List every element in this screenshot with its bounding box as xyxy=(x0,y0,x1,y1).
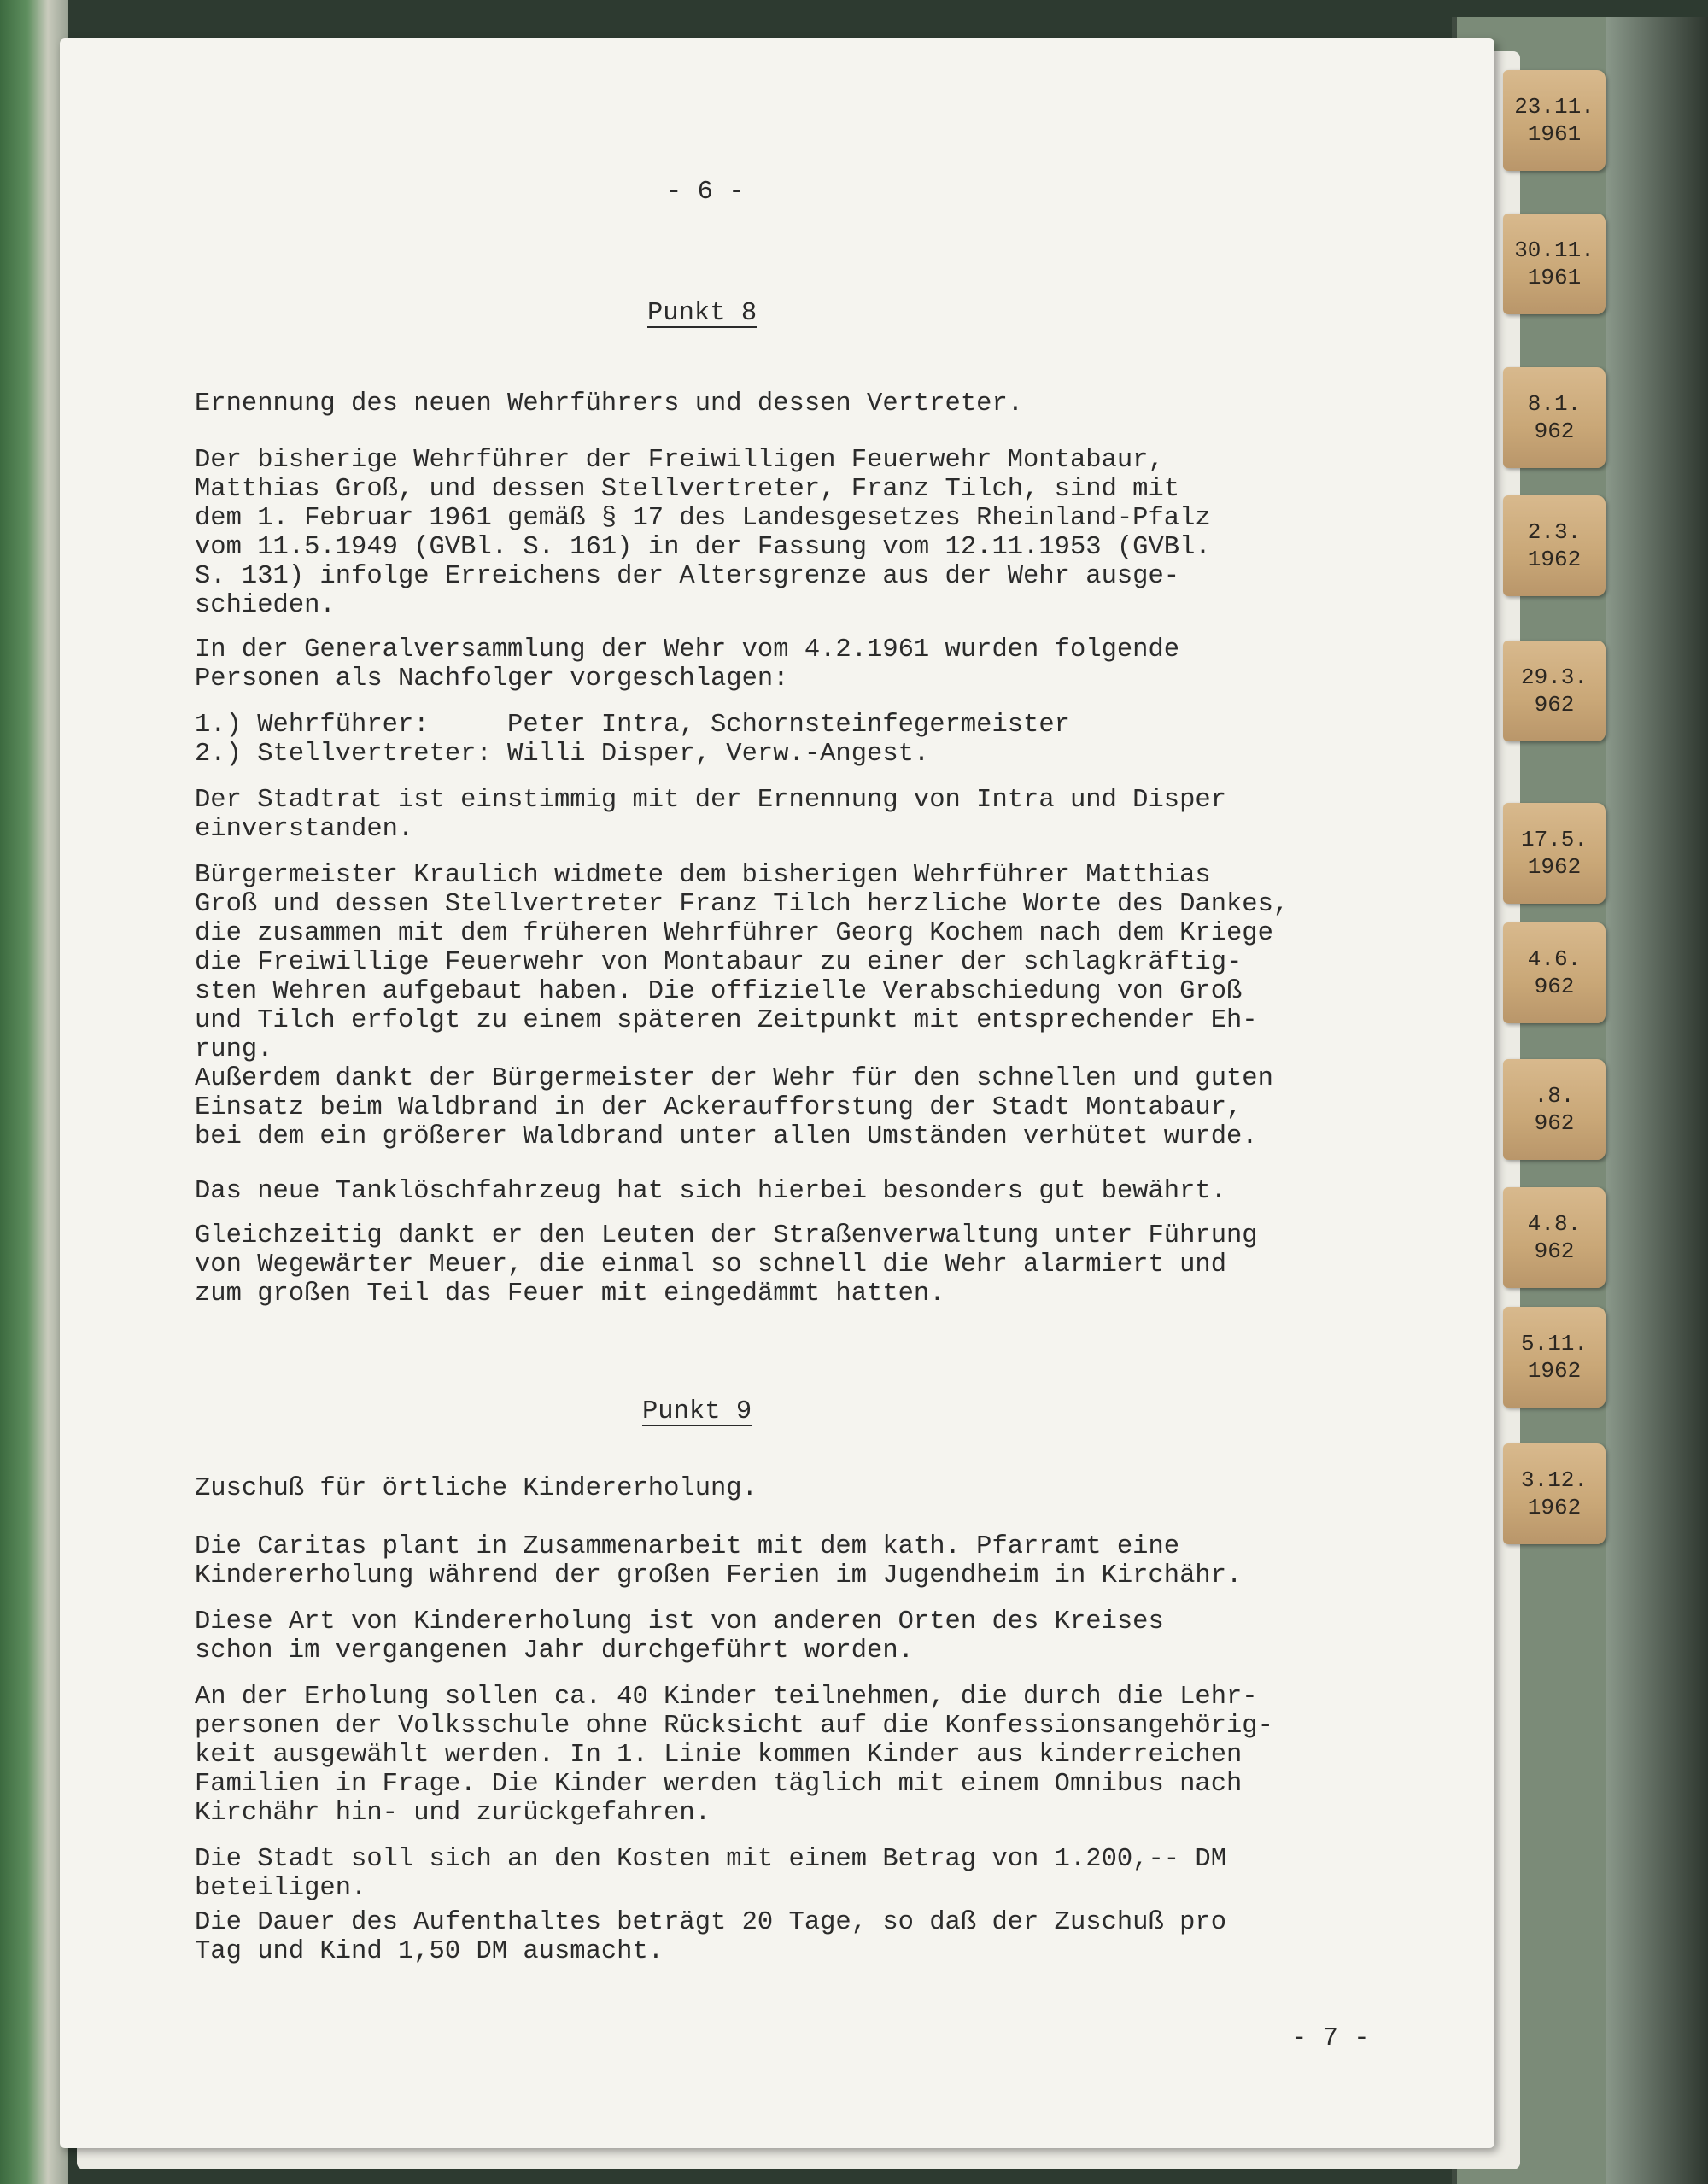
text-line: zum großen Teil das Feuer mit eingedämmt hatten. xyxy=(195,1279,945,1309)
binder-spine xyxy=(0,0,68,2184)
index-tab[interactable]: .8. 962 xyxy=(1503,1059,1606,1160)
text-line: Der Stadtrat ist einstimmig mit der Ernennung von Intra und Disper xyxy=(195,786,1226,815)
text-line: Die Stadt soll sich an den Kosten mit einem Betrag von 1.200,-- DM xyxy=(195,1845,1226,1874)
text-line: Matthias Groß, und dessen Stellvertreter, Franz Tilch, sind mit xyxy=(195,475,1180,504)
text-line: sten Wehren aufgebaut haben. Die offizielle Verabschiedung von Groß xyxy=(195,977,1243,1006)
section-heading: Punkt 9 xyxy=(642,1397,752,1426)
text-line: einverstanden. xyxy=(195,815,414,844)
section-title: Zuschuß für örtliche Kindererholung. xyxy=(195,1474,757,1503)
index-tab[interactable]: 2.3. 1962 xyxy=(1503,495,1606,596)
text-line: Der bisherige Wehrführer der Freiwilligen Feuerwehr Montabaur, xyxy=(195,446,1164,475)
text-line: Familien in Frage. Die Kinder werden täglich mit einem Omnibus nach xyxy=(195,1770,1243,1799)
text-line: rung. xyxy=(195,1035,273,1064)
text-line: von Wegewärter Meuer, die einmal so schnell die Wehr alarmiert und xyxy=(195,1250,1226,1279)
text-line: Kindererholung während der großen Ferien im Jugendheim in Kirchähr. xyxy=(195,1561,1243,1590)
text-line: dem 1. Februar 1961 gemäß § 17 des Landesgesetzes Rheinland-Pfalz xyxy=(195,504,1211,533)
binder-cover-edge xyxy=(1606,17,1708,2184)
text-line: die zusammen mit dem früheren Wehrführer Georg Kochem nach dem Kriege xyxy=(195,919,1273,948)
text-line: Gleichzeitig dankt er den Leuten der Straßenverwaltung unter Führung xyxy=(195,1221,1258,1250)
text-line: vom 11.5.1949 (GVBl. S. 161) in der Fassung vom 12.11.1953 (GVBl. xyxy=(195,533,1211,562)
text-line: Einsatz beim Waldbrand in der Ackeraufforstung der Stadt Montabaur, xyxy=(195,1093,1243,1122)
text-line: die Freiwillige Feuerwehr von Montabaur zu einer der schlagkräftig- xyxy=(195,948,1243,977)
text-line: Personen als Nachfolger vorgeschlagen: xyxy=(195,665,789,694)
text-line: 2.) Stellvertreter: Willi Disper, Verw.-Angest. xyxy=(195,740,930,769)
text-line: Bürgermeister Kraulich widmete dem bisherigen Wehrführer Matthias xyxy=(195,861,1211,890)
text-line: S. 131) infolge Erreichens der Altersgrenze aus der Wehr ausge- xyxy=(195,562,1180,591)
index-tab[interactable]: 17.5. 1962 xyxy=(1503,803,1606,904)
text-line: personen der Volksschule ohne Rücksicht auf die Konfessionsangehörig- xyxy=(195,1712,1273,1741)
text-line: beteiligen. xyxy=(195,1874,367,1903)
index-tab[interactable]: 23.11. 1961 xyxy=(1503,70,1606,171)
text-line: keit ausgewählt werden. In 1. Linie kommen Kinder aus kinderreichen xyxy=(195,1741,1243,1770)
index-tab[interactable]: 5.11. 1962 xyxy=(1503,1307,1606,1408)
text-line: Die Caritas plant in Zusammenarbeit mit dem kath. Pfarramt eine xyxy=(195,1532,1180,1561)
text-line: und Tilch erfolgt zu einem späteren Zeitpunkt mit entsprechender Eh- xyxy=(195,1006,1258,1035)
page-number: - 6 - xyxy=(666,178,745,207)
text-line: Diese Art von Kindererholung ist von anderen Orten des Kreises xyxy=(195,1607,1164,1637)
text-line: bei dem ein größerer Waldbrand unter allen Umständen verhütet wurde. xyxy=(195,1122,1258,1151)
index-tab[interactable]: 3.12. 1962 xyxy=(1503,1443,1606,1544)
text-line: Groß und dessen Stellvertreter Franz Tilch herzliche Worte des Dankes, xyxy=(195,890,1290,919)
text-line: Das neue Tanklöschfahrzeug hat sich hierbei besonders gut bewährt. xyxy=(195,1177,1226,1206)
text-line: Außerdem dankt der Bürgermeister der Wehr für den schnellen und guten xyxy=(195,1064,1273,1093)
text-line: Die Dauer des Aufenthaltes beträgt 20 Tage, so daß der Zuschuß pro xyxy=(195,1908,1226,1937)
next-page-number: - 7 - xyxy=(1291,2024,1370,2053)
index-tab[interactable]: 8.1. 962 xyxy=(1503,367,1606,468)
index-tab[interactable]: 4.6. 962 xyxy=(1503,922,1606,1023)
text-line: schon im vergangenen Jahr durchgeführt worden. xyxy=(195,1637,914,1666)
text-line: schieden. xyxy=(195,591,336,620)
index-tab[interactable]: 4.8. 962 xyxy=(1503,1187,1606,1288)
text-line: Kirchähr hin- und zurückgefahren. xyxy=(195,1799,711,1828)
section-title: Ernennung des neuen Wehrführers und dessen Vertreter. xyxy=(195,389,1024,419)
text-line: 1.) Wehrführer: Peter Intra, Schornsteinfegermeister xyxy=(195,711,1070,740)
index-tab[interactable]: 30.11. 1961 xyxy=(1503,214,1606,314)
section-heading: Punkt 8 xyxy=(647,299,757,328)
text-line: Tag und Kind 1,50 DM ausmacht. xyxy=(195,1937,664,1966)
text-line: An der Erholung sollen ca. 40 Kinder teilnehmen, die durch die Lehr- xyxy=(195,1683,1258,1712)
text-line: In der Generalversammlung der Wehr vom 4.2.1961 wurden folgende xyxy=(195,635,1180,665)
index-tab[interactable]: 29.3. 962 xyxy=(1503,641,1606,741)
